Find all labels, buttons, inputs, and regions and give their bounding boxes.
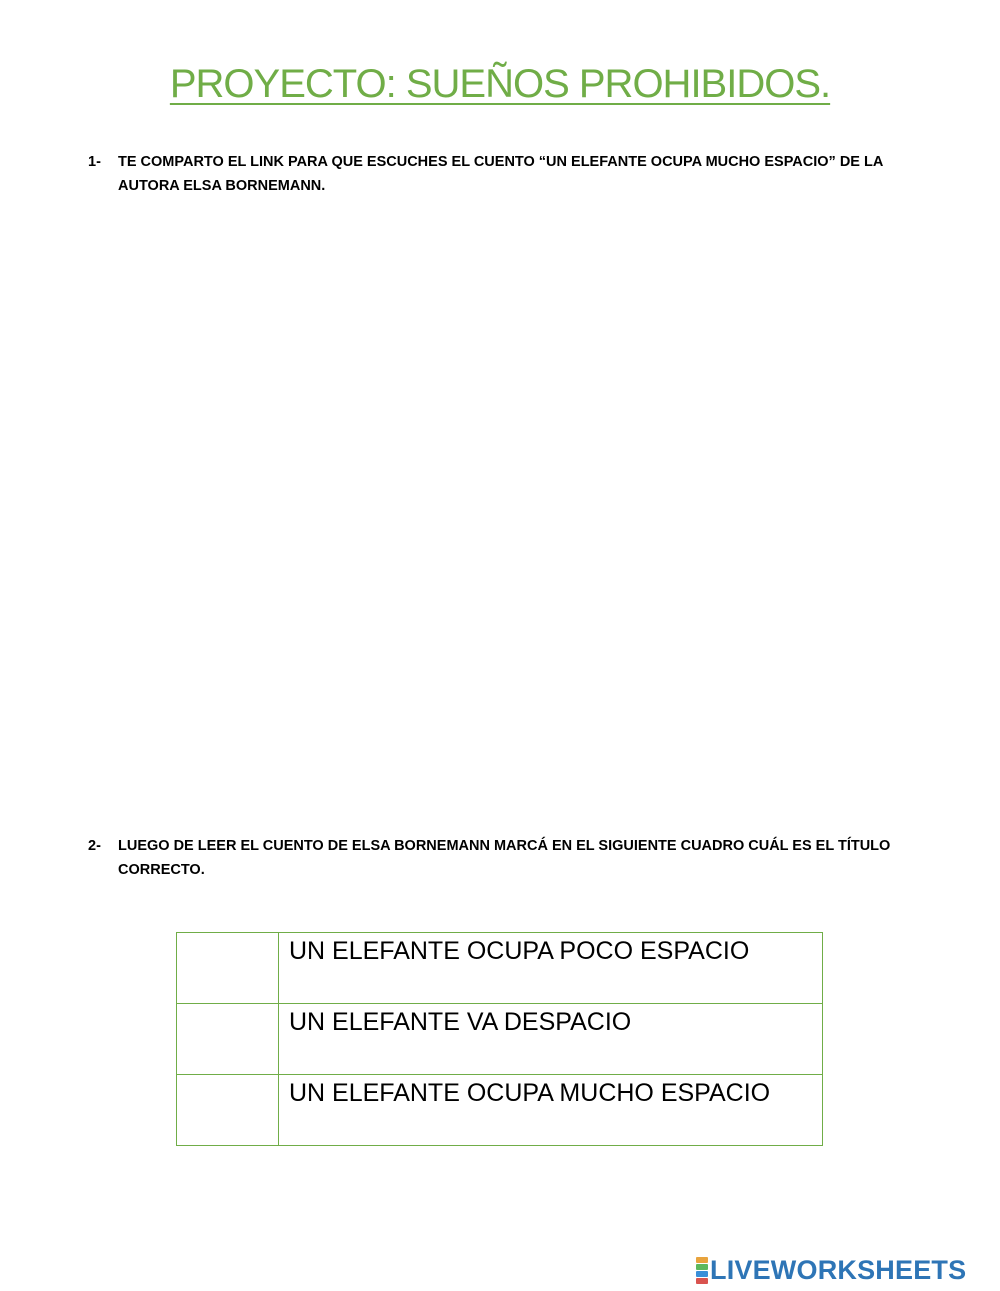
page-title: PROYECTO: SUEÑOS PROHIBIDOS. [169, 62, 831, 106]
logo-block-v [696, 1271, 708, 1277]
brand-name: LIVEWORKSHEETS [710, 1254, 967, 1285]
option-row [177, 1004, 823, 1075]
option-row [177, 1075, 823, 1146]
question-1-text: TE COMPARTO EL LINK PARA QUE ESCUCHES EL CUENTO “UN ELEFANTE OCUPA MUCHO ESPACIO” DE LA AUTORA ELSA BORNEMANN. [118, 154, 883, 194]
question-2 [88, 834, 918, 882]
option-3-label: UN ELEFANTE OCUPA MUCHO ESPACIO [279, 1075, 823, 1146]
logo-block-e [696, 1278, 708, 1284]
option-1-checkbox[interactable] [177, 933, 279, 1004]
question-1 [88, 150, 918, 198]
logo-block-i [696, 1264, 708, 1270]
live-blocks-icon [696, 1257, 708, 1284]
logo-block-l [696, 1257, 708, 1263]
option-3-checkbox[interactable] [177, 1075, 279, 1146]
option-2-label: UN ELEFANTE VA DESPACIO [279, 1004, 823, 1075]
option-1-label: UN ELEFANTE OCUPA POCO ESPACIO [279, 933, 823, 1004]
question-2-text: LUEGO DE LEER EL CUENTO DE ELSA BORNEMANN MARCÁ EN EL SIGUIENTE CUADRO CUÁL ES EL TÍTULO CORRECTO. [118, 838, 891, 878]
title-options-table [176, 932, 823, 1146]
question-1-number: 1- [88, 154, 101, 170]
liveworksheets-logo [696, 1254, 966, 1286]
option-2-checkbox[interactable] [177, 1004, 279, 1075]
question-2-number: 2- [88, 838, 101, 854]
option-row [177, 933, 823, 1004]
